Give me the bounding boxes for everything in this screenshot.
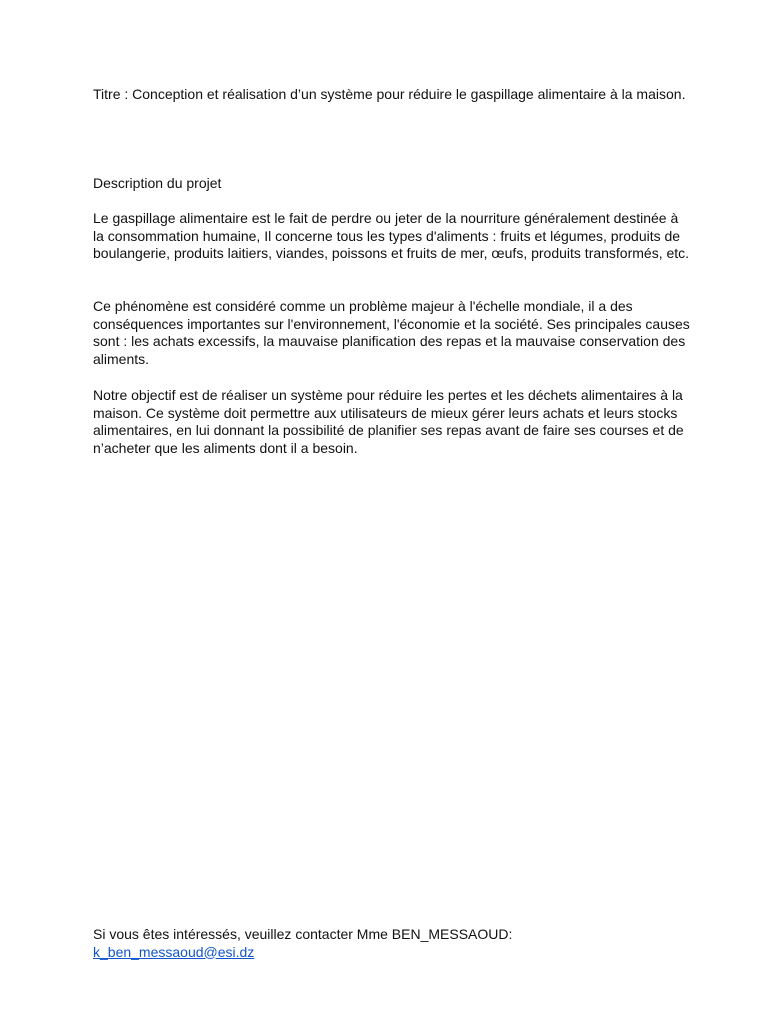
paragraph-objective: Notre objectif est de réaliser un système pour réduire les pertes et les déchets alimentaires à la maison. Ce système doit permettre aux utilisateurs de mieux gérer leurs achats et leurs stocks alimentaires, en lui donnant la possibilité de planifier ses repas avant de faire ses courses et de n’acheter que les aliments dont il a besoin.: [93, 387, 684, 456]
paragraph-definition: Le gaspillage alimentaire est le fait de perdre ou jeter de la nourriture généralement destinée à la consommation humaine, Il concerne tous les types d'aliments : fruits et légumes, produits de boulangerie, produits laitiers, viandes, poissons et fruits de mer, œufs, produits transformés, etc.: [93, 210, 690, 261]
contact-text: Si vous êtes intéressés, veuillez contacter Mme BEN_MESSAOUD:: [93, 926, 513, 942]
paragraph-problem: Ce phénomène est considéré comme un problème majeur à l'échelle mondiale, il a des conséquences importantes sur l'environnement, l'économie et la société. Ses principales causes sont : les achats excessifs, la mauvaise planification des repas et la mauvaise conservation des aliments.: [93, 298, 690, 367]
document-title: Titre : Conception et réalisation d’un système pour réduire le gaspillage alimentaire à la maison.: [93, 86, 686, 102]
section-heading: Description du projet: [93, 175, 222, 191]
contact-email-link[interactable]: k_ben_messaoud@esi.dz: [93, 943, 255, 960]
contact-section: [93, 926, 693, 961]
